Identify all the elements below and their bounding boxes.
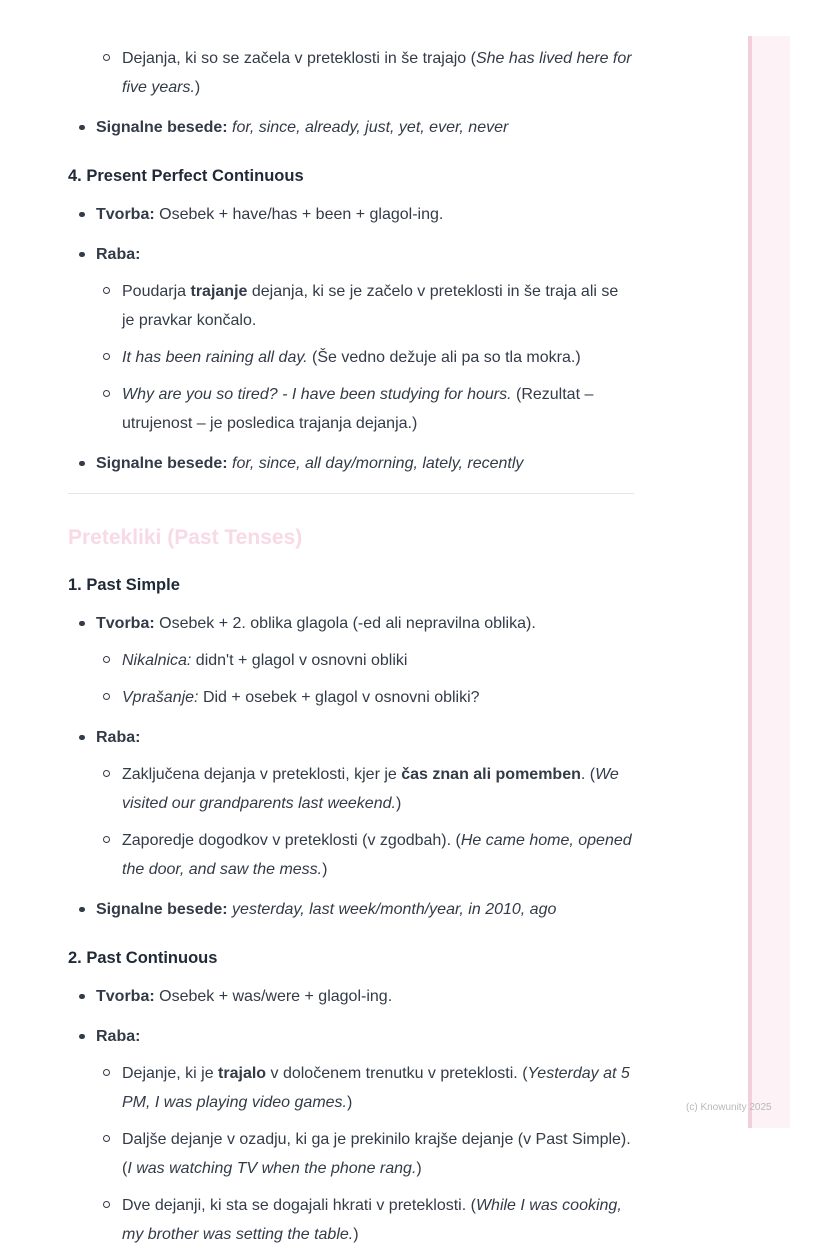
bullet-circle-marker (94, 44, 122, 102)
list-item-text (96, 113, 634, 142)
text-run: ) (353, 1226, 359, 1243)
list-item (94, 343, 634, 372)
section-divider (68, 493, 634, 494)
bullet-circle-marker (94, 277, 122, 335)
document-body (68, 36, 634, 1249)
text-run: yesterday, last week/month/year, in 2010, ago (227, 901, 557, 918)
list-item (94, 826, 634, 884)
bullet-disc-marker (68, 113, 96, 142)
list-item-text (122, 1125, 634, 1183)
text-run: for, since, already, just, yet, ever, never (227, 119, 509, 136)
bullet-disc-marker (68, 723, 96, 752)
text-run: Dejanja, ki so se začela v preteklosti in še trajajo ( (122, 50, 476, 67)
bullet-circle-marker (94, 380, 122, 438)
text-run: Raba: (96, 246, 141, 263)
text-run: . ( (580, 766, 596, 783)
list-item-text (96, 895, 634, 924)
bullet-disc-marker (68, 982, 96, 1011)
text-run: didn't + glagol v osnovni obliki (191, 652, 408, 669)
list-item-form (68, 200, 634, 229)
text-run: for, since, all day/morning, lately, recently (227, 455, 524, 472)
list-item-usage (68, 1022, 634, 1051)
bullet-circle-marker (94, 826, 122, 884)
list-item-text (96, 240, 634, 269)
list-item-text (96, 982, 634, 1011)
list-item-form (68, 609, 634, 638)
text-run: Poudarja (122, 283, 191, 300)
bullet-disc-marker (68, 1022, 96, 1051)
section-heading-past-simple (68, 572, 634, 598)
text-run: dejanja, ki se je začelo v preteklosti in še traja ali se je pravkar končalo. (122, 283, 619, 329)
list-item-text (122, 826, 634, 884)
list-item-text (96, 609, 634, 638)
text-run: trajalo (218, 1065, 267, 1082)
text-run: Pretekliki (Past Tenses) (68, 526, 303, 549)
bullet-circle-marker (94, 1059, 122, 1117)
list-item-text (96, 1022, 634, 1051)
bullet-disc-marker (68, 200, 96, 229)
bullet-disc-marker (68, 449, 96, 478)
bullet-circle-marker (94, 760, 122, 818)
text-run: Nikalnica: (122, 652, 192, 669)
text-run: Osebek + 2. oblika glagola (-ed ali nepravilna oblika). (154, 615, 536, 632)
text-run: (Rezultat – utrujenost – je posledica trajanja dejanja.) (122, 386, 594, 432)
list-item-signal-words (68, 895, 634, 924)
text-run: ) (322, 861, 328, 878)
text-run: ) (194, 79, 201, 96)
list-item-text (122, 646, 634, 675)
text-run: Signalne besede: (96, 901, 228, 918)
list-item-text (122, 277, 634, 335)
text-run: Signalne besede: (96, 119, 228, 136)
text-run: 4. Present Perfect Continuous (68, 167, 304, 185)
text-run: Yesterday at 5 PM, I was playing video games. (122, 1065, 630, 1111)
list-item (94, 760, 634, 818)
list-item-text (96, 200, 634, 229)
text-run: Did + osebek + glagol v osnovni obliki? (198, 689, 480, 706)
list-item-text (96, 723, 634, 752)
text-run: Tvorba: (96, 615, 155, 632)
text-run: Vprašanje: (122, 689, 199, 706)
list-item-text (122, 380, 634, 438)
text-run: Zaporedje dogodkov v preteklosti (v zgodbah). ( (122, 832, 461, 849)
text-run: ) (395, 795, 402, 812)
text-run: trajanje (190, 283, 248, 300)
list-item (94, 44, 634, 102)
text-run: Dejanje, ki je (122, 1065, 219, 1082)
text-run: Dve dejanji, ki sta se dogajali hkrati v preteklosti. ( (122, 1197, 476, 1214)
list-item-text (122, 343, 634, 372)
list-item-form (68, 982, 634, 1011)
text-run: He came home, opened the door, and saw the mess. (122, 832, 632, 878)
list-item-signal-words (68, 449, 634, 478)
list-item-usage (68, 723, 634, 752)
text-run: While I was cooking, my brother was setting the table. (122, 1197, 622, 1243)
list-item-text (122, 760, 634, 818)
text-run: Tvorba: (96, 988, 155, 1005)
list-item (94, 646, 634, 675)
list-item (94, 1191, 634, 1249)
text-run: Signalne besede: (96, 455, 228, 472)
page-edge-stripe (748, 36, 790, 1128)
text-run: She has lived here for five years. (122, 50, 632, 96)
text-run: ) (347, 1094, 353, 1111)
bullet-circle-marker (94, 1191, 122, 1249)
text-run: We visited our grandparents last weekend. (122, 766, 619, 812)
text-run: Zaključena dejanja v preteklosti, kjer je (122, 766, 402, 783)
section-heading-past-tenses (68, 525, 634, 551)
text-run: 2. Past Continuous (68, 949, 218, 967)
bullet-disc-marker (68, 609, 96, 638)
list-item-text (122, 44, 634, 102)
text-run: (Še vedno dežuje ali pa so tla mokra.) (307, 349, 581, 366)
text-run: Raba: (96, 729, 141, 746)
bullet-circle-marker (94, 1125, 122, 1183)
list-item-signal-words (68, 113, 634, 142)
list-item-text (122, 1059, 634, 1117)
bullet-circle-marker (94, 683, 122, 712)
text-run: Osebek + have/has + been + glagol-ing. (154, 206, 444, 223)
text-run: I was watching TV when the phone rang. (127, 1160, 417, 1177)
bullet-circle-marker (94, 343, 122, 372)
text-run: Daljše dejanje v ozadju, ki ga je prekinilo krajše dejanje (v Past Simple). ( (122, 1131, 631, 1177)
list-item (94, 683, 634, 712)
list-item-text (122, 1191, 634, 1249)
list-item (94, 1125, 634, 1183)
text-run: It has been raining all day. (122, 349, 308, 366)
list-item (94, 1059, 634, 1117)
text-run: čas znan ali pomemben (401, 766, 581, 783)
list-item (94, 277, 634, 335)
copyright-notice: (c) Knowunity 2025 (686, 1102, 772, 1113)
section-heading-present-perfect-continuous (68, 163, 634, 189)
text-run: 1. Past Simple (68, 576, 180, 594)
text-run: v določenem trenutku v preteklosti. ( (266, 1065, 528, 1082)
list-item-text (96, 449, 634, 478)
section-heading-past-continuous (68, 945, 634, 971)
bullet-disc-marker (68, 240, 96, 269)
text-run: Osebek + was/were + glagol-ing. (154, 988, 393, 1005)
list-item-text (122, 683, 634, 712)
bullet-disc-marker (68, 895, 96, 924)
text-run: ) (416, 1160, 422, 1177)
text-run: Why are you so tired? - I have been studying for hours. (122, 386, 512, 403)
text-run: Raba: (96, 1028, 141, 1045)
text-run: Tvorba: (96, 206, 155, 223)
list-item-usage (68, 240, 634, 269)
bullet-circle-marker (94, 646, 122, 675)
list-item (94, 380, 634, 438)
